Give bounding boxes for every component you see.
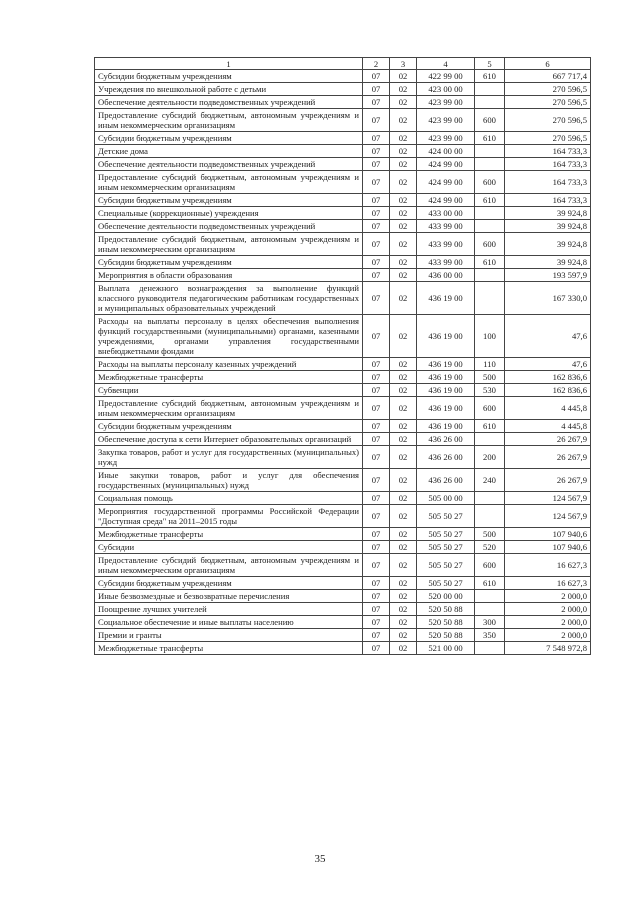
row-section: 07 <box>363 397 390 420</box>
table-row <box>95 158 591 171</box>
row-subsection: 02 <box>390 194 417 207</box>
table-row <box>95 528 591 541</box>
row-expense-type <box>475 220 505 233</box>
row-amount: 16 627,3 <box>505 554 591 577</box>
row-section: 07 <box>363 446 390 469</box>
table-row <box>95 358 591 371</box>
table-row <box>95 577 591 590</box>
row-amount: 107 940,6 <box>505 528 591 541</box>
row-subsection: 02 <box>390 371 417 384</box>
table-row <box>95 220 591 233</box>
row-subsection: 02 <box>390 642 417 655</box>
page-number: 35 <box>314 853 326 865</box>
table-row <box>95 315 591 358</box>
row-name: Предоставление субсидий бюджетным, автономным учреждениям и иным некоммерческим организациям <box>95 397 363 420</box>
row-expense-type: 610 <box>475 256 505 269</box>
row-target-item: 505 00 00 <box>417 492 475 505</box>
row-section: 07 <box>363 158 390 171</box>
row-name: Специальные (коррекционные) учреждения <box>95 207 363 220</box>
row-name: Обеспечение деятельности подведомственных учреждений <box>95 220 363 233</box>
row-target-item: 505 50 27 <box>417 577 475 590</box>
row-expense-type: 610 <box>475 577 505 590</box>
row-name: Субсидии <box>95 541 363 554</box>
row-section: 07 <box>363 358 390 371</box>
row-target-item: 520 00 00 <box>417 590 475 603</box>
row-name: Социальная помощь <box>95 492 363 505</box>
row-target-item: 436 26 00 <box>417 469 475 492</box>
row-target-item: 436 19 00 <box>417 282 475 315</box>
row-name: Предоставление субсидий бюджетным, автономным учреждениям и иным некоммерческим организациям <box>95 554 363 577</box>
row-name: Иные безвозмездные и безвозвратные перечисления <box>95 590 363 603</box>
table-row <box>95 642 591 655</box>
row-expense-type: 530 <box>475 384 505 397</box>
row-name: Субсидии бюджетным учреждениям <box>95 420 363 433</box>
row-amount: 162 836,6 <box>505 371 591 384</box>
row-target-item: 423 99 00 <box>417 96 475 109</box>
row-amount: 26 267,9 <box>505 446 591 469</box>
row-section: 07 <box>363 433 390 446</box>
table-row <box>95 96 591 109</box>
row-amount: 270 596,5 <box>505 83 591 96</box>
row-name: Субсидии бюджетным учреждениям <box>95 132 363 145</box>
row-expense-type: 600 <box>475 171 505 194</box>
row-section: 07 <box>363 282 390 315</box>
table-row <box>95 446 591 469</box>
row-section: 07 <box>363 96 390 109</box>
row-section: 07 <box>363 384 390 397</box>
row-subsection: 02 <box>390 207 417 220</box>
row-name: Мероприятия в области образования <box>95 269 363 282</box>
header-expense-type: 5 <box>475 58 505 70</box>
row-name: Субсидии бюджетным учреждениям <box>95 194 363 207</box>
row-amount: 26 267,9 <box>505 469 591 492</box>
header-row <box>95 58 591 70</box>
row-section: 07 <box>363 70 390 83</box>
row-subsection: 02 <box>390 528 417 541</box>
row-section: 07 <box>363 469 390 492</box>
row-subsection: 02 <box>390 469 417 492</box>
table-row <box>95 629 591 642</box>
row-amount: 2 000,0 <box>505 616 591 629</box>
row-subsection: 02 <box>390 384 417 397</box>
row-subsection: 02 <box>390 616 417 629</box>
row-section: 07 <box>363 220 390 233</box>
row-subsection: 02 <box>390 282 417 315</box>
row-expense-type: 300 <box>475 616 505 629</box>
row-section: 07 <box>363 541 390 554</box>
table-row <box>95 282 591 315</box>
row-section: 07 <box>363 269 390 282</box>
row-target-item: 436 19 00 <box>417 397 475 420</box>
row-amount: 2 000,0 <box>505 603 591 616</box>
row-amount: 162 836,6 <box>505 384 591 397</box>
row-expense-type: 500 <box>475 528 505 541</box>
row-target-item: 505 50 27 <box>417 554 475 577</box>
table-row <box>95 83 591 96</box>
row-subsection: 02 <box>390 397 417 420</box>
row-target-item: 436 26 00 <box>417 446 475 469</box>
row-amount: 270 596,5 <box>505 109 591 132</box>
row-subsection: 02 <box>390 220 417 233</box>
row-target-item: 505 50 27 <box>417 505 475 528</box>
row-section: 07 <box>363 577 390 590</box>
row-subsection: 02 <box>390 420 417 433</box>
row-target-item: 505 50 27 <box>417 541 475 554</box>
row-subsection: 02 <box>390 233 417 256</box>
row-expense-type <box>475 642 505 655</box>
row-name: Межбюджетные трансферты <box>95 371 363 384</box>
row-amount: 39 924,8 <box>505 256 591 269</box>
row-target-item: 521 00 00 <box>417 642 475 655</box>
table-row <box>95 384 591 397</box>
row-expense-type: 520 <box>475 541 505 554</box>
header-amount: 6 <box>505 58 591 70</box>
row-expense-type <box>475 96 505 109</box>
row-target-item: 436 19 00 <box>417 315 475 358</box>
row-expense-type: 600 <box>475 233 505 256</box>
row-expense-type: 610 <box>475 70 505 83</box>
row-subsection: 02 <box>390 70 417 83</box>
table-body <box>95 70 591 655</box>
row-name: Субвенции <box>95 384 363 397</box>
row-expense-type <box>475 158 505 171</box>
table-row <box>95 145 591 158</box>
row-subsection: 02 <box>390 315 417 358</box>
row-target-item: 520 50 88 <box>417 603 475 616</box>
row-amount: 124 567,9 <box>505 492 591 505</box>
row-section: 07 <box>363 554 390 577</box>
row-expense-type: 610 <box>475 420 505 433</box>
row-expense-type <box>475 603 505 616</box>
row-subsection: 02 <box>390 603 417 616</box>
row-subsection: 02 <box>390 358 417 371</box>
row-expense-type: 500 <box>475 371 505 384</box>
table-row <box>95 109 591 132</box>
row-section: 07 <box>363 171 390 194</box>
row-amount: 164 733,3 <box>505 194 591 207</box>
row-target-item: 423 99 00 <box>417 109 475 132</box>
row-expense-type: 350 <box>475 629 505 642</box>
row-subsection: 02 <box>390 505 417 528</box>
row-name: Обеспечение доступа к сети Интернет образовательных организаций <box>95 433 363 446</box>
row-target-item: 424 99 00 <box>417 158 475 171</box>
table-row <box>95 132 591 145</box>
row-amount: 167 330,0 <box>505 282 591 315</box>
row-amount: 2 000,0 <box>505 629 591 642</box>
row-expense-type: 200 <box>475 446 505 469</box>
row-amount: 7 548 972,8 <box>505 642 591 655</box>
table-row <box>95 616 591 629</box>
row-name: Социальное обеспечение и иные выплаты населению <box>95 616 363 629</box>
row-amount: 16 627,3 <box>505 577 591 590</box>
row-section: 07 <box>363 629 390 642</box>
row-target-item: 436 00 00 <box>417 269 475 282</box>
row-name: Субсидии бюджетным учреждениям <box>95 577 363 590</box>
table-row <box>95 70 591 83</box>
row-amount: 270 596,5 <box>505 132 591 145</box>
row-subsection: 02 <box>390 541 417 554</box>
row-subsection: 02 <box>390 554 417 577</box>
table-row <box>95 590 591 603</box>
row-section: 07 <box>363 109 390 132</box>
row-expense-type <box>475 505 505 528</box>
row-target-item: 436 19 00 <box>417 384 475 397</box>
table-row <box>95 233 591 256</box>
row-expense-type <box>475 282 505 315</box>
row-expense-type: 110 <box>475 358 505 371</box>
row-name: Выплата денежного вознаграждения за выполнение функций классного руководителя педагогическим работникам государственных и муниципальных образовательных учреждений <box>95 282 363 315</box>
row-section: 07 <box>363 83 390 96</box>
row-section: 07 <box>363 371 390 384</box>
row-amount: 39 924,8 <box>505 220 591 233</box>
table-row <box>95 194 591 207</box>
row-name: Обеспечение деятельности подведомственных учреждений <box>95 96 363 109</box>
row-expense-type: 610 <box>475 132 505 145</box>
row-subsection: 02 <box>390 83 417 96</box>
row-target-item: 424 99 00 <box>417 171 475 194</box>
row-expense-type: 610 <box>475 194 505 207</box>
row-name: Предоставление субсидий бюджетным, автономным учреждениям и иным некоммерческим организациям <box>95 233 363 256</box>
table-row <box>95 269 591 282</box>
row-subsection: 02 <box>390 577 417 590</box>
row-subsection: 02 <box>390 256 417 269</box>
row-target-item: 424 99 00 <box>417 194 475 207</box>
row-section: 07 <box>363 642 390 655</box>
row-subsection: 02 <box>390 433 417 446</box>
row-section: 07 <box>363 528 390 541</box>
row-name: Расходы на выплаты персоналу казенных учреждений <box>95 358 363 371</box>
table-row <box>95 433 591 446</box>
row-target-item: 436 26 00 <box>417 433 475 446</box>
row-name: Субсидии бюджетным учреждениям <box>95 256 363 269</box>
row-section: 07 <box>363 233 390 256</box>
row-name: Расходы на выплаты персоналу в целях обеспечения выполнения функций государственными (муниципальными) органами, казенными учреждениями, органами управления государственными внебюджетными фондами <box>95 315 363 358</box>
row-subsection: 02 <box>390 109 417 132</box>
row-target-item: 436 19 00 <box>417 420 475 433</box>
row-name: Межбюджетные трансферты <box>95 642 363 655</box>
budget-table <box>94 57 591 655</box>
row-section: 07 <box>363 194 390 207</box>
row-name: Субсидии бюджетным учреждениям <box>95 70 363 83</box>
row-section: 07 <box>363 492 390 505</box>
table-row <box>95 207 591 220</box>
row-amount: 26 267,9 <box>505 433 591 446</box>
row-amount: 107 940,6 <box>505 541 591 554</box>
row-expense-type <box>475 590 505 603</box>
row-target-item: 423 99 00 <box>417 132 475 145</box>
row-target-item: 436 19 00 <box>417 358 475 371</box>
row-amount: 2 000,0 <box>505 590 591 603</box>
row-amount: 39 924,8 <box>505 233 591 256</box>
row-subsection: 02 <box>390 145 417 158</box>
row-section: 07 <box>363 616 390 629</box>
row-subsection: 02 <box>390 492 417 505</box>
table-row <box>95 554 591 577</box>
row-subsection: 02 <box>390 629 417 642</box>
table-row <box>95 397 591 420</box>
row-expense-type <box>475 145 505 158</box>
row-section: 07 <box>363 145 390 158</box>
table-row <box>95 469 591 492</box>
row-expense-type <box>475 492 505 505</box>
table-row <box>95 492 591 505</box>
header-section: 2 <box>363 58 390 70</box>
table-row <box>95 541 591 554</box>
row-name: Предоставление субсидий бюджетным, автономным учреждениям и иным некоммерческим организациям <box>95 109 363 132</box>
row-subsection: 02 <box>390 132 417 145</box>
row-name: Поощрение лучших учителей <box>95 603 363 616</box>
row-amount: 164 733,3 <box>505 145 591 158</box>
row-section: 07 <box>363 207 390 220</box>
row-section: 07 <box>363 505 390 528</box>
row-expense-type <box>475 83 505 96</box>
table-row <box>95 256 591 269</box>
row-subsection: 02 <box>390 171 417 194</box>
row-subsection: 02 <box>390 446 417 469</box>
row-expense-type <box>475 207 505 220</box>
row-amount: 124 567,9 <box>505 505 591 528</box>
row-section: 07 <box>363 256 390 269</box>
row-section: 07 <box>363 420 390 433</box>
row-target-item: 433 99 00 <box>417 256 475 269</box>
row-target-item: 423 00 00 <box>417 83 475 96</box>
row-expense-type: 600 <box>475 397 505 420</box>
row-amount: 47,6 <box>505 315 591 358</box>
row-target-item: 422 99 00 <box>417 70 475 83</box>
row-subsection: 02 <box>390 269 417 282</box>
table-row <box>95 420 591 433</box>
row-target-item: 520 50 88 <box>417 629 475 642</box>
row-amount: 47,6 <box>505 358 591 371</box>
row-name: Учреждения по внешкольной работе с детьми <box>95 83 363 96</box>
row-section: 07 <box>363 603 390 616</box>
row-section: 07 <box>363 590 390 603</box>
row-subsection: 02 <box>390 590 417 603</box>
row-amount: 164 733,3 <box>505 158 591 171</box>
row-section: 07 <box>363 132 390 145</box>
header-name: 1 <box>95 58 363 70</box>
row-target-item: 436 19 00 <box>417 371 475 384</box>
row-amount: 193 597,9 <box>505 269 591 282</box>
row-expense-type: 600 <box>475 109 505 132</box>
row-name: Иные закупки товаров, работ и услуг для обеспечения государственных (муниципальных) нужд <box>95 469 363 492</box>
row-target-item: 505 50 27 <box>417 528 475 541</box>
table-row <box>95 371 591 384</box>
row-amount: 164 733,3 <box>505 171 591 194</box>
header-subsection: 3 <box>390 58 417 70</box>
row-name: Мероприятия государственной программы Российской Федерации "Доступная среда" на 2011–2015 годы <box>95 505 363 528</box>
row-expense-type: 600 <box>475 554 505 577</box>
row-subsection: 02 <box>390 158 417 171</box>
row-target-item: 433 99 00 <box>417 233 475 256</box>
row-target-item: 424 00 00 <box>417 145 475 158</box>
row-name: Закупка товаров, работ и услуг для государственных (муниципальных) нужд <box>95 446 363 469</box>
row-target-item: 433 00 00 <box>417 207 475 220</box>
table-row <box>95 505 591 528</box>
row-amount: 4 445,8 <box>505 397 591 420</box>
row-target-item: 433 99 00 <box>417 220 475 233</box>
row-expense-type <box>475 433 505 446</box>
row-target-item: 520 50 88 <box>417 616 475 629</box>
row-section: 07 <box>363 315 390 358</box>
row-expense-type: 100 <box>475 315 505 358</box>
row-name: Премии и гранты <box>95 629 363 642</box>
table-row <box>95 603 591 616</box>
row-amount: 667 717,4 <box>505 70 591 83</box>
row-name: Детские дома <box>95 145 363 158</box>
table-row <box>95 171 591 194</box>
row-amount: 39 924,8 <box>505 207 591 220</box>
row-name: Предоставление субсидий бюджетным, автономным учреждениям и иным некоммерческим организациям <box>95 171 363 194</box>
row-amount: 4 445,8 <box>505 420 591 433</box>
row-subsection: 02 <box>390 96 417 109</box>
row-expense-type <box>475 269 505 282</box>
header-target-item: 4 <box>417 58 475 70</box>
row-name: Межбюджетные трансферты <box>95 528 363 541</box>
row-amount: 270 596,5 <box>505 96 591 109</box>
row-expense-type: 240 <box>475 469 505 492</box>
row-name: Обеспечение деятельности подведомственных учреждений <box>95 158 363 171</box>
